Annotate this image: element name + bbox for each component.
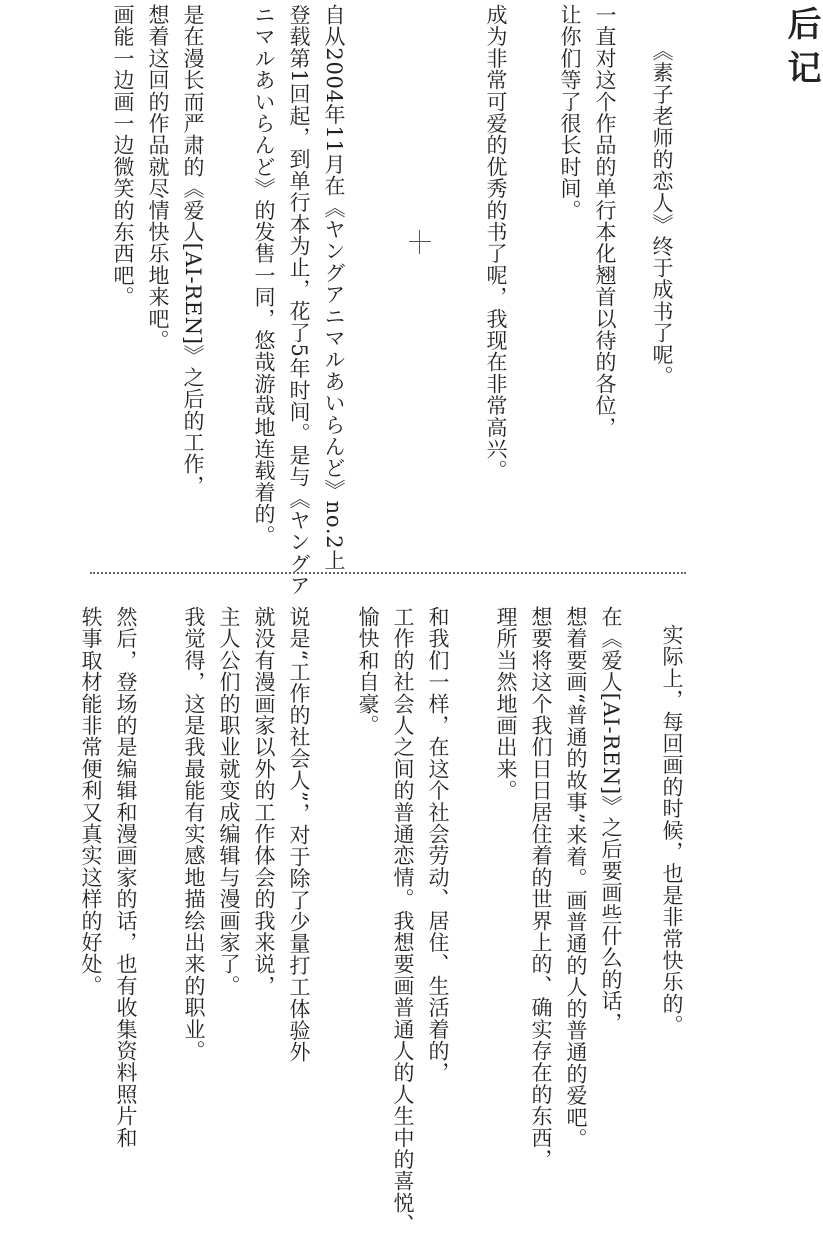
text-column: 我觉得，这是我最能有实感地描绘出来的职业。 (182, 606, 206, 1062)
text-column: 《素子老师的恋人》终于成书了呢。 (650, 40, 674, 388)
text-column: 实际上，每回画的时候，也是非常快乐的。 (660, 624, 684, 1037)
section-divider (90, 572, 686, 574)
text-column: 画能一边画一边微笑的东西吧。 (111, 4, 135, 308)
text-column: 然后，登场的是编辑和漫画家的话，也有收集资料照片和 (114, 606, 138, 1149)
text-column: 理所当然地画出来。 (494, 606, 518, 802)
text-column: 想着要画“普通的故事”来着。画普通的人的普通的爱吧。 (564, 606, 588, 1150)
text-column: 一直对这个作品的单行本化翘首以待的各位， (593, 4, 617, 438)
text-column: 和我们一样，在这个社会劳动、居住、生活着的， (426, 606, 450, 1084)
crosshair-mark (419, 230, 420, 254)
crosshair-mark (409, 241, 431, 242)
text-column: 轶事取材能非常便利又真实这样的好处。 (79, 606, 103, 997)
text-column: 自从2004年11月在《ヤングアニマルあいらんど》no.2上 (322, 4, 346, 571)
text-column: 在《爱人[AI-REN]》之后要画些什么的话， (599, 606, 623, 1034)
page-title: 后记 (781, 6, 821, 94)
text-column: 想着这回的作品就尽情快乐地来吧。 (146, 4, 170, 352)
text-column: 主人公们的职业就变成编辑与漫画家了。 (217, 606, 241, 997)
text-column: 说是“工作的社会人”，对于除了少量打工体验外 (287, 606, 311, 1063)
text-column: 登载第1回起，到单行本为止，花了5年时间。是与《ヤングア (287, 4, 311, 597)
text-column: 愉快和自豪。 (356, 606, 380, 737)
text-column: 工作的社会人之间的普通恋情。我想要画普通人的人生中的喜悦、 (391, 606, 415, 1235)
text-column: 让你们等了很长时间。 (558, 4, 582, 221)
text-column: ニマルあいらんど》的发售一同，悠哉游哉地连载着的。 (252, 4, 276, 547)
text-column: 就没有漫画家以外的工作体会的我来说， (252, 606, 276, 997)
text-column: 成为非常可爱的优秀的书了呢，我现在非常高兴。 (484, 4, 508, 482)
text-column: 是在漫长而严肃的《爱人[AI-REN]》之后的工作， (181, 4, 205, 497)
text-column: 想要将这个我们日日居住着的世界上的、确实存在的东西， (529, 606, 553, 1171)
